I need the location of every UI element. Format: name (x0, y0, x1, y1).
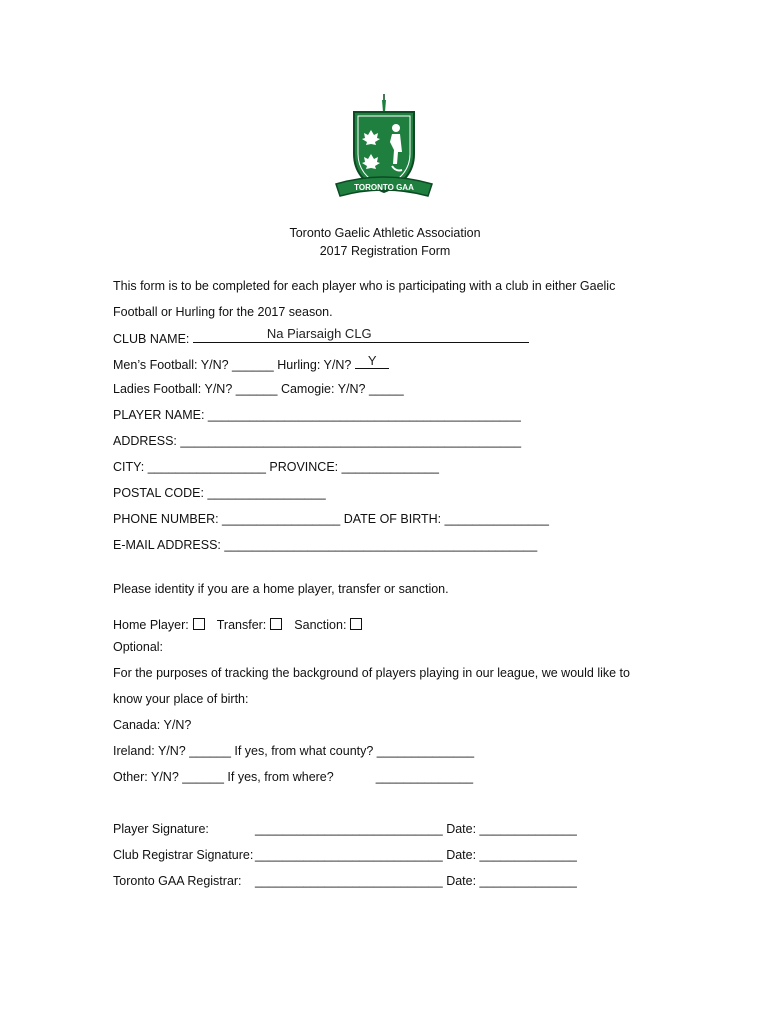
other-field[interactable] (113, 770, 473, 784)
tgaa-registrar-date: Date: ______________ (446, 874, 577, 888)
club-registrar-label: Club Registrar Signature: (113, 848, 254, 862)
email-field[interactable]: E-MAIL ADDRESS: _____________________________________________ (113, 538, 538, 552)
hurling-value: Y (367, 353, 377, 368)
city-province-field[interactable]: CITY: _________________ PROVINCE: ______________ (113, 460, 439, 474)
transfer-checkbox[interactable] (270, 618, 282, 630)
status-checkbox-row (113, 618, 362, 632)
player-name-field[interactable]: PLAYER NAME: _____________________________________________ (113, 408, 521, 422)
club-registrar-date: Date: ______________ (446, 848, 577, 862)
sanction-checkbox[interactable] (350, 618, 362, 630)
player-signature-label: Player Signature: (113, 822, 209, 836)
transfer-label: Transfer: (216, 618, 267, 632)
club-name-label: CLUB NAME: (113, 332, 193, 346)
club-registrar-signature-row[interactable] (113, 848, 577, 862)
tgaa-registrar-label: Toronto GAA Registrar: (113, 874, 242, 888)
ireland-field[interactable]: Ireland: Y/N? ______ If yes, from what county? ______________ (113, 744, 475, 758)
optional-line-2: know your place of birth: (113, 692, 249, 706)
form-title: 2017 Registration Form (319, 244, 451, 258)
canada-field[interactable]: Canada: Y/N? (113, 718, 192, 732)
other-label: Other: Y/N? ______ If yes, from where? (113, 770, 334, 784)
player-signature-row[interactable] (113, 822, 577, 836)
tgaa-registrar-line: ___________________________ (255, 874, 443, 888)
mens-football-label: Men’s Football: Y/N? ______ Hurling: Y/N? (113, 358, 355, 372)
player-signature-line: ___________________________ (255, 822, 443, 836)
status-prompt: Please identity if you are a home player, transfer or sanction. (113, 582, 449, 596)
toronto-gaa-crest-logo (332, 92, 436, 210)
home-player-label: Home Player: (113, 618, 189, 632)
ladies-camogie-line[interactable]: Ladies Football: Y/N? ______ Camogie: Y/N? _____ (113, 382, 404, 396)
player-signature-date: Date: ______________ (446, 822, 577, 836)
intro-line-2: Football or Hurling for the 2017 season. (113, 305, 333, 319)
phone-dob-field[interactable]: PHONE NUMBER: _________________ DATE OF BIRTH: _______________ (113, 512, 549, 526)
optional-line-1: For the purposes of tracking the background of players playing in our league, we would like to (113, 666, 630, 680)
tgaa-registrar-signature-row[interactable] (113, 874, 577, 888)
sanction-label: Sanction: (294, 618, 347, 632)
club-name-field[interactable] (113, 326, 529, 346)
intro-line-1: This form is to be completed for each player who is participating with a club in either Gaelic (113, 279, 616, 293)
address-field[interactable]: ADDRESS: _________________________________________________ (113, 434, 522, 448)
optional-heading: Optional: (113, 640, 164, 654)
logo-text: TORONTO GAA (354, 183, 414, 192)
club-name-value: Na Piarsaigh CLG (266, 326, 372, 341)
other-blank: ______________ (375, 770, 474, 784)
org-title: Toronto Gaelic Athletic Association (289, 226, 481, 240)
home-player-checkbox[interactable] (193, 618, 205, 630)
postal-code-field[interactable]: POSTAL CODE: _________________ (113, 486, 326, 500)
mens-football-hurling-line[interactable] (113, 353, 389, 372)
club-registrar-line: ___________________________ (255, 848, 443, 862)
